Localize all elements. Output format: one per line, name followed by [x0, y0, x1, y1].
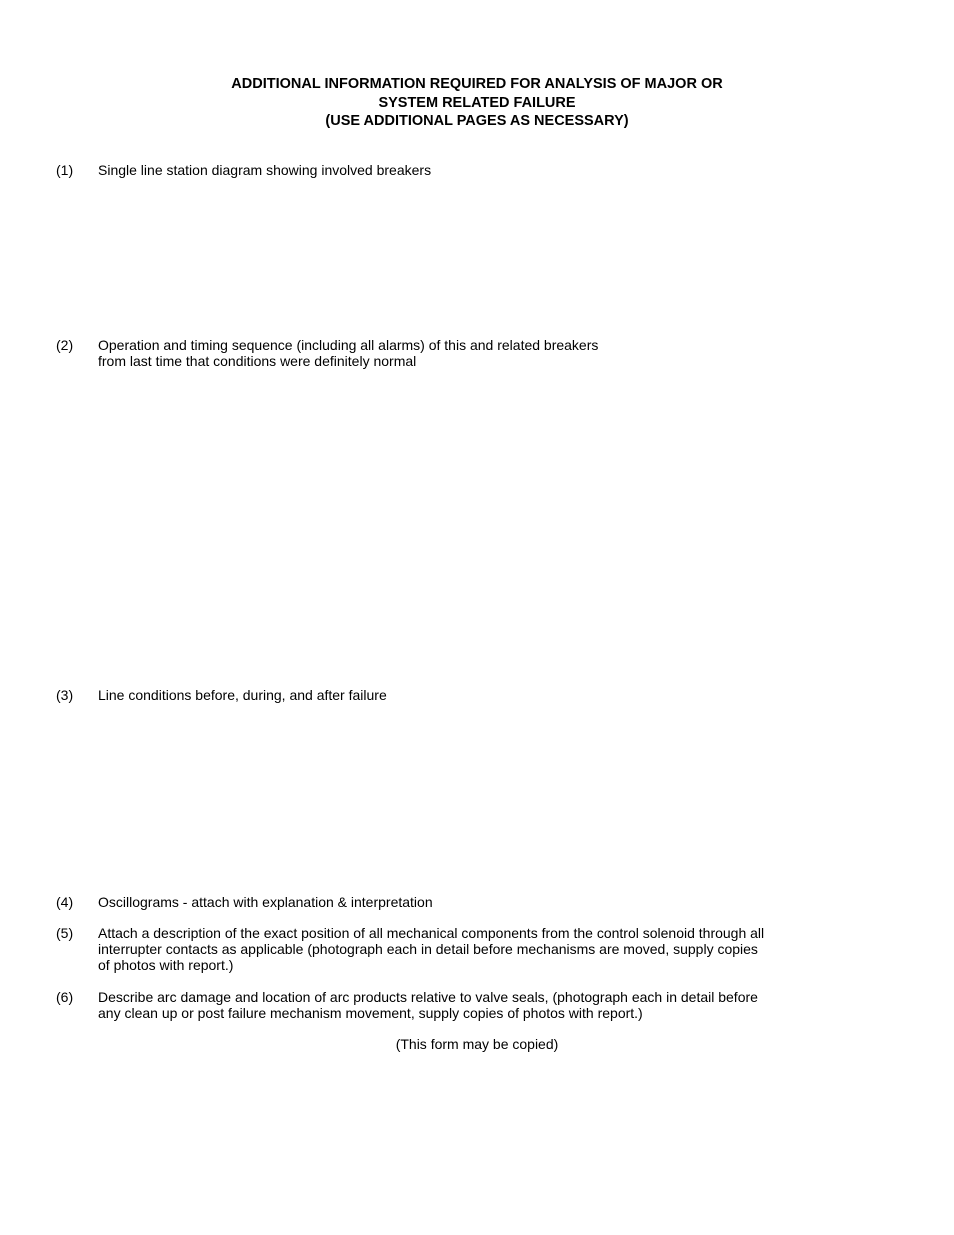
item-text: [98, 989, 798, 1021]
item-text-line: from last time that conditions were definitely normal: [98, 353, 417, 369]
title-line-2: SYSTEM RELATED FAILURE: [378, 94, 576, 111]
item-number: (2): [56, 337, 74, 353]
item-text-line: any clean up or post failure mechanism movement, supply copies of photos with report.): [98, 1005, 643, 1021]
item-text-line: Line conditions before, during, and after failure: [98, 687, 387, 703]
title-line-1: ADDITIONAL INFORMATION REQUIRED FOR ANALYSIS OF MAJOR OR: [231, 76, 723, 92]
form-title: [0, 75, 954, 131]
item-text-line: Single line station diagram showing involved breakers: [98, 162, 432, 178]
item-text-line: Attach a description of the exact position of all mechanical components from the control solenoid through all: [98, 925, 765, 941]
item-text: [98, 687, 798, 703]
item-text-line: Oscillograms - attach with explanation & interpretation: [98, 894, 433, 910]
item-number: (5): [56, 925, 74, 941]
item-text-line: Operation and timing sequence (including all alarms) of this and related breakers: [98, 337, 599, 353]
item-text-line: Describe arc damage and location of arc products relative to valve seals, (photograph each in detail before: [98, 989, 758, 1005]
item-number: (4): [56, 894, 74, 910]
item-number: (6): [56, 989, 74, 1005]
item-text: [98, 337, 798, 369]
item-text: [98, 162, 798, 178]
item-text: [98, 925, 798, 973]
item-number: (3): [56, 687, 74, 703]
copy-note: (This form may be copied): [395, 1036, 559, 1052]
item-text: [98, 894, 798, 910]
item-number: (1): [56, 162, 74, 178]
item-text-line: of photos with report.): [98, 957, 234, 973]
title-line-3: (USE ADDITIONAL PAGES AS NECESSARY): [325, 113, 629, 129]
item-text-line: interrupter contacts as applicable (photograph each in detail before mechanisms are moved, supply copies: [98, 941, 758, 957]
